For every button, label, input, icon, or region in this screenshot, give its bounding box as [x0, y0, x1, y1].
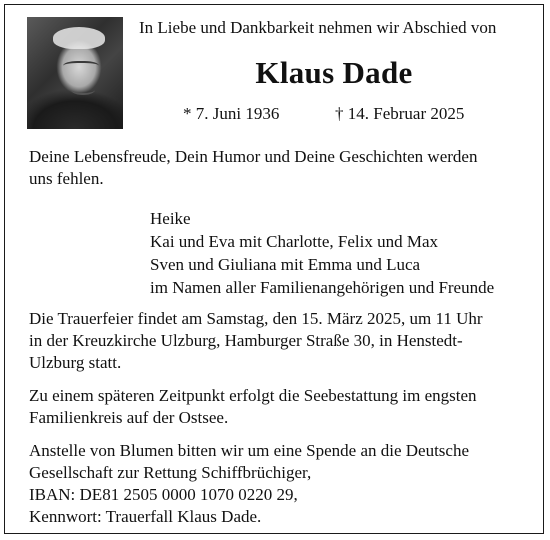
mourner-line: Heike	[150, 209, 191, 228]
mourner-line: Sven und Giuliana mit Emma und Luca	[150, 255, 421, 274]
burial-line: Familienkreis auf der Ostsee.	[29, 408, 229, 427]
message-line: uns fehlen.	[29, 169, 104, 188]
portrait-photo	[27, 17, 123, 129]
burial-paragraph	[29, 385, 477, 429]
portrait-hair	[53, 27, 105, 49]
mourner-line: Kai und Eva mit Charlotte, Felix und Max	[150, 232, 439, 251]
death-date: † 14. Februar 2025	[335, 104, 465, 123]
donation-line: Anstelle von Blumen bitten wir um eine Spende an die Deutsche	[29, 441, 470, 460]
mourners-list	[150, 207, 494, 299]
message-line: Deine Lebensfreude, Dein Humor und Deine Geschichten werden	[29, 147, 478, 166]
intro-text: In Liebe und Dankbarkeit nehmen wir Abschied von	[139, 18, 497, 37]
donation-keyword: Kennwort: Trauerfall Klaus Dade.	[29, 507, 262, 526]
notice-frame	[4, 4, 544, 534]
donation-iban: IBAN: DE81 2505 0000 1070 0220 29,	[29, 485, 298, 504]
funeral-paragraph	[29, 308, 483, 374]
message-paragraph	[29, 146, 477, 190]
donation-line: Gesellschaft zur Rettung Schiffbrüchiger,	[29, 463, 312, 482]
deceased-name: Klaus Dade	[255, 55, 413, 90]
mourner-line: im Namen aller Familienangehörigen und Freunde	[150, 278, 495, 297]
funeral-line: in der Kreuzkirche Ulzburg, Hamburger Straße 30, in Henstedt-	[29, 331, 463, 350]
funeral-line: Ulzburg statt.	[29, 353, 122, 372]
birth-date: * 7. Juni 1936	[183, 104, 280, 123]
portrait-smile	[71, 85, 95, 95]
burial-line: Zu einem späteren Zeitpunkt erfolgt die Seebestattung im engsten	[29, 386, 477, 405]
donation-paragraph	[29, 440, 469, 528]
portrait-glasses	[63, 61, 99, 73]
funeral-line: Die Trauerfeier findet am Samstag, den 15. März 2025, um 11 Uhr	[29, 309, 483, 328]
